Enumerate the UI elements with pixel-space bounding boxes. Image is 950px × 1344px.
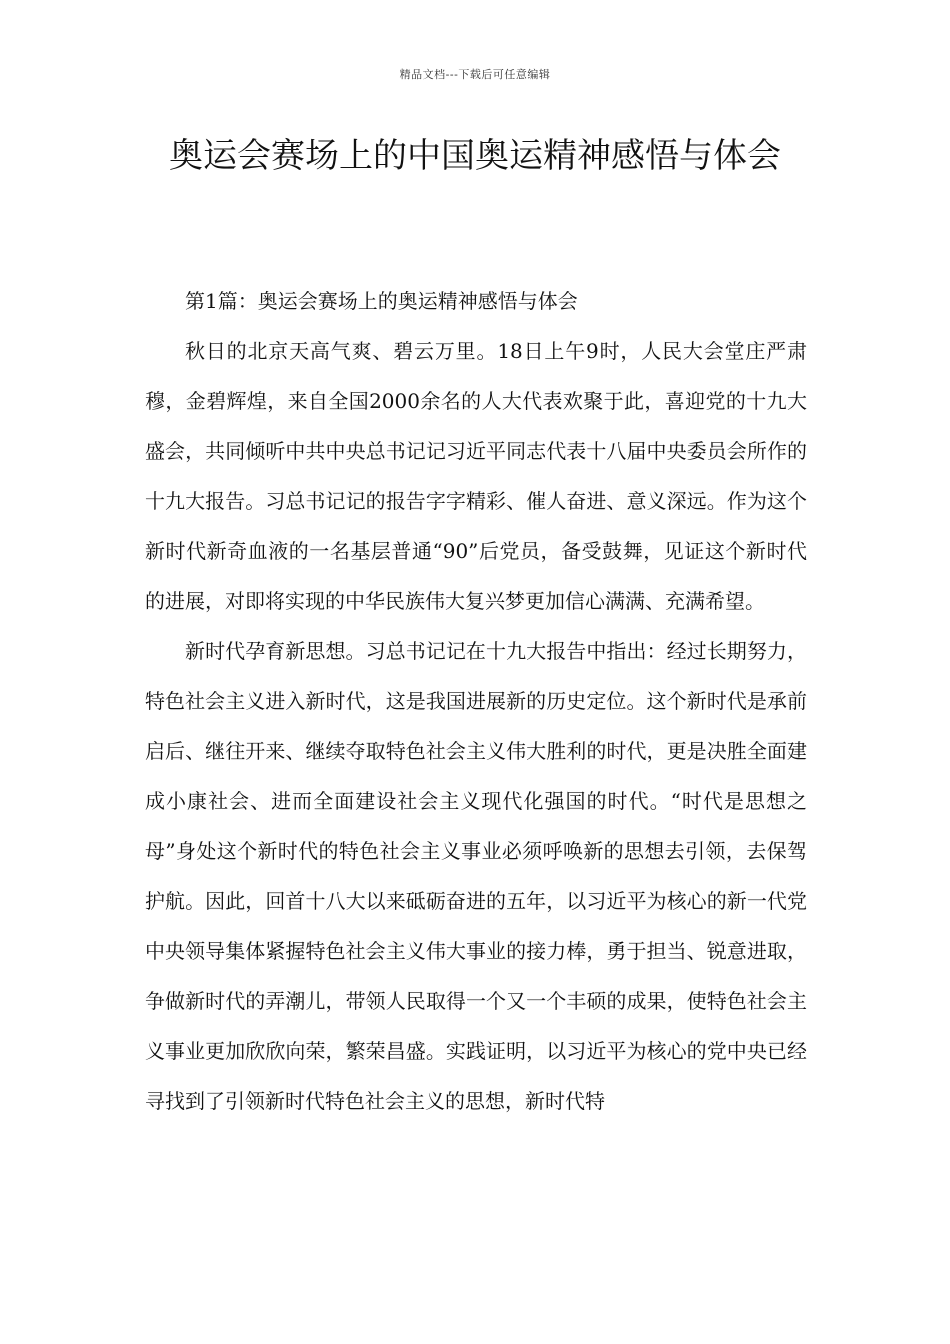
document-title: 奥运会赛场上的中国奥运精神感悟与体会	[169, 136, 781, 176]
body-paragraph: 新时代孕育新思想。习总书记记在十九大报告中指出：经过长期努力，特色社会主义进入新时代，这是我国进展新的历史定位。这个新时代是承前启后、继往开来、继续夺取特色社会主义伟大胜利的时代，更是决胜全面建成小康社会、进而全面建设社会主义现代化强国的时代。“时代是思想之母”身处这个新时代的特色社会主义事业必须呼唤新的思想去引领，去保驾护航。因此，回首十八大以来砥砺奋进的五年，以习近平为核心的新一代党中央领导集体紧握特色社会主义伟大事业的接力棒，勇于担当、锐意进取，争做新时代的弄潮儿，带领人民取得一个又一个丰硕的成果，使特色社会主义事业更加欣欣向荣，繁荣昌盛。实践证明，以习近平为核心的党中央已经寻找到了引领新时代特色社会主义的思想，新时代特	[145, 639, 807, 1113]
section-heading: 第1篇：奥运会赛场上的奥运精神感悟与体会	[185, 289, 578, 313]
body-paragraph: 秋日的北京天高气爽、碧云万里。18日上午9时，人民大会堂庄严肃穆，金碧辉煌，来自全国2000余名的人大代表欢聚于此，喜迎党的十九大盛会，共同倾听中共中央总书记记习近平同志代表十八届中央委员会所作的十九大报告。习总书记记的报告字字精彩、催人奋进、意义深远。作为这个新时代新奇血液的一名基层普通“90”后党员，备受鼓舞，见证这个新时代的进展，对即将实现的中华民族伟大复兴梦更加信心满满、充满希望。	[145, 339, 807, 613]
page-header-note: 精品文档---下载后可任意编辑	[399, 68, 551, 81]
document-body	[145, 276, 807, 1126]
